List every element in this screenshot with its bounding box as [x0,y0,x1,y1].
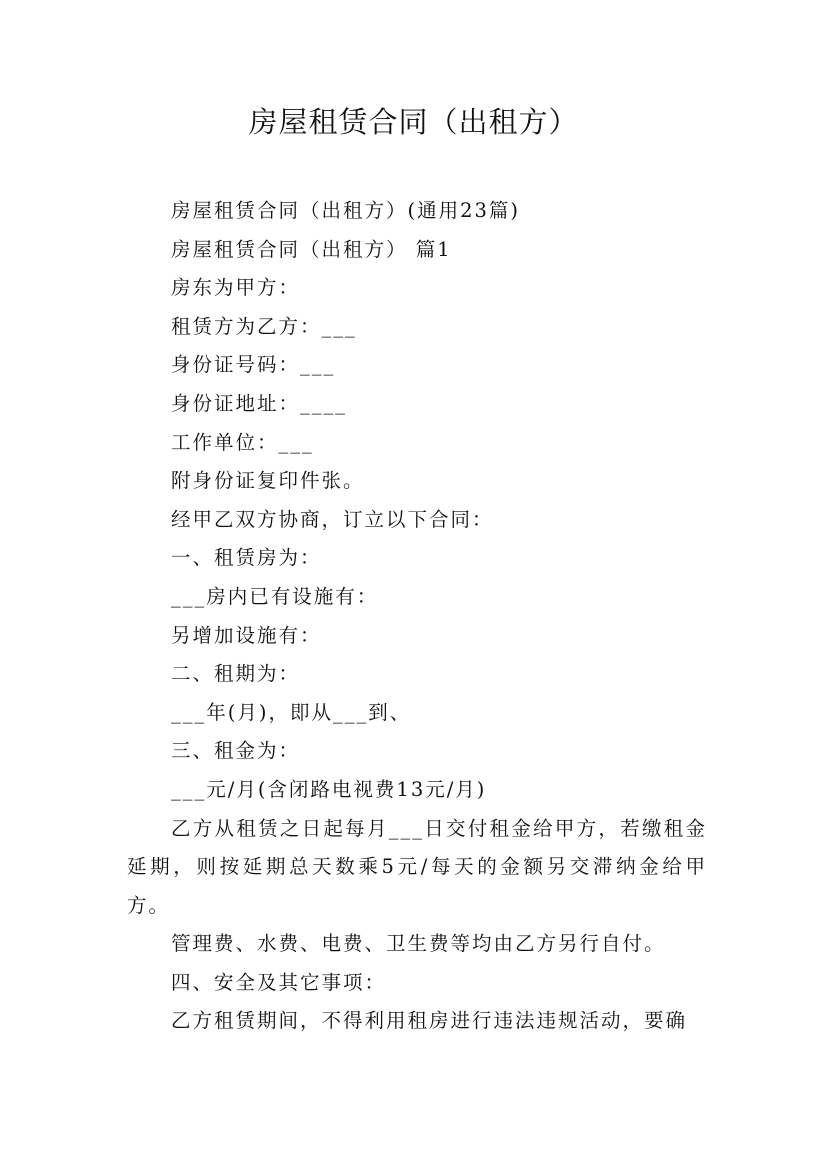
body-paragraph: 乙方从租赁之日起每月___日交付租金给甲方，若缴租金延期，则按延期总天数乘5元/每天的金额另交滞纳金给甲方。 [127,816,707,917]
document-title: 房屋租赁合同（出租方） [248,105,579,139]
clause-heading: 一、租赁房为： [171,546,322,570]
clause-heading: 二、租期为： [171,662,301,686]
body-line: 工作单位：___ [171,430,314,454]
body-line: 附身份证复印件张。 [171,469,365,493]
document-body [127,192,707,1041]
body-line: 另增加设施有： [171,623,322,647]
body-line: 身份证地址：____ [171,391,348,415]
body-line: 身份证号码：___ [171,353,336,377]
section-heading: 房屋租赁合同（出租方） 篇1 [171,237,452,261]
document-subtitle: 房屋租赁合同（出租方）(通用23篇) [171,199,521,222]
clause-heading: 四、安全及其它事项： [171,970,387,994]
body-line: ___元/月(含闭路电视费13元/月) [171,777,487,801]
body-line: 房东为甲方： [171,276,301,300]
body-line: 经甲乙双方协商，订立以下合同： [171,507,494,531]
body-line: 管理费、水费、电费、卫生费等均由乙方另行自付。 [171,932,666,956]
body-line: 租赁方为乙方：___ [171,314,357,338]
clause-heading: 三、租金为： [171,739,301,763]
body-line: ___年(月)，即从___到、 [171,700,412,724]
body-paragraph: 乙方租赁期间，不得利用租房进行违法违规活动，要确 [171,1009,688,1033]
body-line: ___房内已有设施有： [171,584,379,608]
